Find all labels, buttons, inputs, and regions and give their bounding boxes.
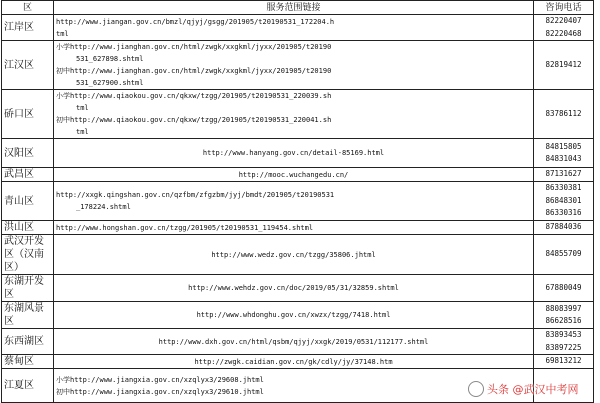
table-row (2, 15, 594, 41)
district-cell: 东西湖区 (2, 329, 54, 355)
phone-cell (534, 139, 594, 168)
phone-number: 67880049 (545, 282, 582, 292)
phone-number: 83897225 (545, 342, 582, 352)
phone-number: 82819412 (545, 59, 582, 69)
phone-number: 87131627 (545, 169, 582, 179)
phone-number: 82220407 (545, 16, 582, 25)
service-link[interactable]: http://mooc.wuchangedu.cn/ (238, 170, 349, 179)
service-link[interactable]: tml (76, 104, 89, 112)
table-row (2, 90, 594, 139)
phone-cell (534, 168, 594, 182)
header-service-link: 服务范围链接 (54, 1, 534, 15)
service-link[interactable]: 初中http://www.jianghan.gov.cn/html/zwgk/xxgkml/jyxx/201905/t20190 (56, 67, 332, 75)
phone-number: 88083997 (545, 303, 582, 313)
district-cell: 东湖开发区 (2, 275, 54, 302)
table-row (2, 329, 594, 355)
phone-cell (534, 221, 594, 235)
service-link[interactable]: 小学http://www.jiangxia.gov.cn/xzqlyx3/29608.jhtml (56, 375, 264, 384)
phone-number: 87884036 (545, 222, 582, 232)
phone-number: 69813212 (545, 356, 582, 366)
source-watermark (468, 380, 579, 398)
district-cell: 硚口区 (2, 90, 54, 139)
phone-cell (534, 182, 594, 221)
phone-cell (534, 235, 594, 275)
service-link[interactable]: http://www.hongshan.gov.cn/tzgg/201905/t20190531_119454.shtml (56, 223, 314, 232)
phone-number: 82220468 (545, 28, 582, 38)
service-link[interactable]: http://www.dxh.gov.cn/html/qsbm/qjyj/xxgk/2019/0531/112177.shtml (158, 337, 429, 346)
service-link[interactable]: http://www.hanyang.gov.cn/detail-85169.html (202, 149, 385, 157)
district-cell: 武汉开发区（汉南区） (2, 235, 54, 275)
phone-number: 83893453 (545, 330, 582, 339)
phone-number: 84855709 (545, 249, 582, 259)
service-link[interactable]: tml (76, 128, 89, 136)
service-link[interactable]: http://www.jiangan.gov.cn/bmzl/qjyj/gsgg/201905/t20190531_172204.h (56, 17, 335, 26)
service-link[interactable]: 初中http://www.jiangxia.gov.cn/xzqlyx3/29610.jhtml (56, 387, 264, 396)
district-cell: 江岸区 (2, 15, 54, 41)
avatar-icon (468, 381, 484, 397)
service-link[interactable]: http://zwgk.caidian.gov.cn/gk/cdly/jy/37148.htm (194, 357, 393, 366)
district-cell: 洪山区 (2, 221, 54, 235)
service-link-cell (54, 139, 534, 168)
phone-number: 86330381 (545, 183, 582, 193)
table-row (2, 221, 594, 235)
service-link-cell (54, 168, 534, 182)
phone-cell (534, 355, 594, 369)
table-row (2, 302, 594, 329)
service-link-cell (54, 275, 534, 302)
service-link-cell (54, 15, 534, 41)
phone-cell (534, 90, 594, 139)
header-phone: 咨询电话 (534, 1, 594, 15)
header-district: 区 (2, 1, 54, 15)
phone-number: 84831043 (545, 154, 582, 163)
phone-number: 86848301 (545, 195, 582, 205)
phone-cell (534, 302, 594, 329)
service-link[interactable]: tml (56, 29, 69, 38)
service-link[interactable]: 小学http://www.jianghan.gov.cn/html/zwgk/xxgkml/jyxx/201905/t20190 (56, 43, 332, 51)
service-link[interactable]: 初中http://www.qiaokou.gov.cn/qkxw/tzgg/201905/t20190531_220041.sh (56, 116, 332, 124)
service-link-cell (54, 182, 534, 221)
phone-number: 86330316 (545, 208, 582, 218)
table-row (2, 235, 594, 275)
district-cell: 江汉区 (2, 41, 54, 90)
service-link-cell (54, 41, 534, 90)
district-cell: 汉阳区 (2, 139, 54, 168)
service-link-cell (54, 90, 534, 139)
service-link[interactable]: http://www.wehdz.gov.cn/doc/2019/05/31/32859.shtml (188, 284, 399, 292)
phone-number: 84815805 (545, 141, 582, 151)
table-row (2, 355, 594, 369)
table-row (2, 168, 594, 182)
service-link[interactable]: http://www.whdonghu.gov.cn/xwzx/tzgg/7418.html (196, 311, 391, 319)
table-row (2, 139, 594, 168)
district-cell: 江夏区 (2, 369, 54, 403)
service-link-cell (54, 302, 534, 329)
table-row (2, 41, 594, 90)
district-cell: 蔡甸区 (2, 355, 54, 369)
phone-cell (534, 275, 594, 302)
service-link[interactable]: 531_627900.shtml (76, 79, 144, 87)
district-cell: 东湖风景区 (2, 302, 54, 329)
phone-number: 86628516 (545, 316, 582, 325)
service-link[interactable]: 531_627898.shtml (76, 55, 144, 63)
service-link-cell (54, 329, 534, 355)
table-row (2, 275, 594, 302)
phone-cell (534, 41, 594, 90)
district-cell: 武昌区 (2, 168, 54, 182)
service-link[interactable]: 小学http://www.qiaokou.gov.cn/qkxw/tzgg/201905/t20190531_220039.sh (56, 92, 332, 100)
service-link-cell (54, 369, 534, 403)
service-link[interactable]: http://www.wedz.gov.cn/tzgg/35806.jhtml (211, 250, 376, 259)
service-link[interactable]: http://xxgk.qingshan.gov.cn/qzfbm/zfgzbm/jyj/bmdt/201905/t20190531 (56, 191, 335, 199)
phone-number: 83786112 (545, 108, 582, 118)
district-cell: 青山区 (2, 182, 54, 221)
service-link-cell (54, 355, 534, 369)
phone-cell (534, 15, 594, 41)
table-row (2, 182, 594, 221)
phone-cell (534, 329, 594, 355)
table-header-row (2, 1, 594, 15)
service-link-cell (54, 235, 534, 275)
watermark-text: 头条 @武汉中考网 (487, 383, 579, 396)
service-range-table (1, 0, 594, 403)
service-link-cell (54, 221, 534, 235)
service-link[interactable]: _178224.shtml (76, 203, 131, 211)
